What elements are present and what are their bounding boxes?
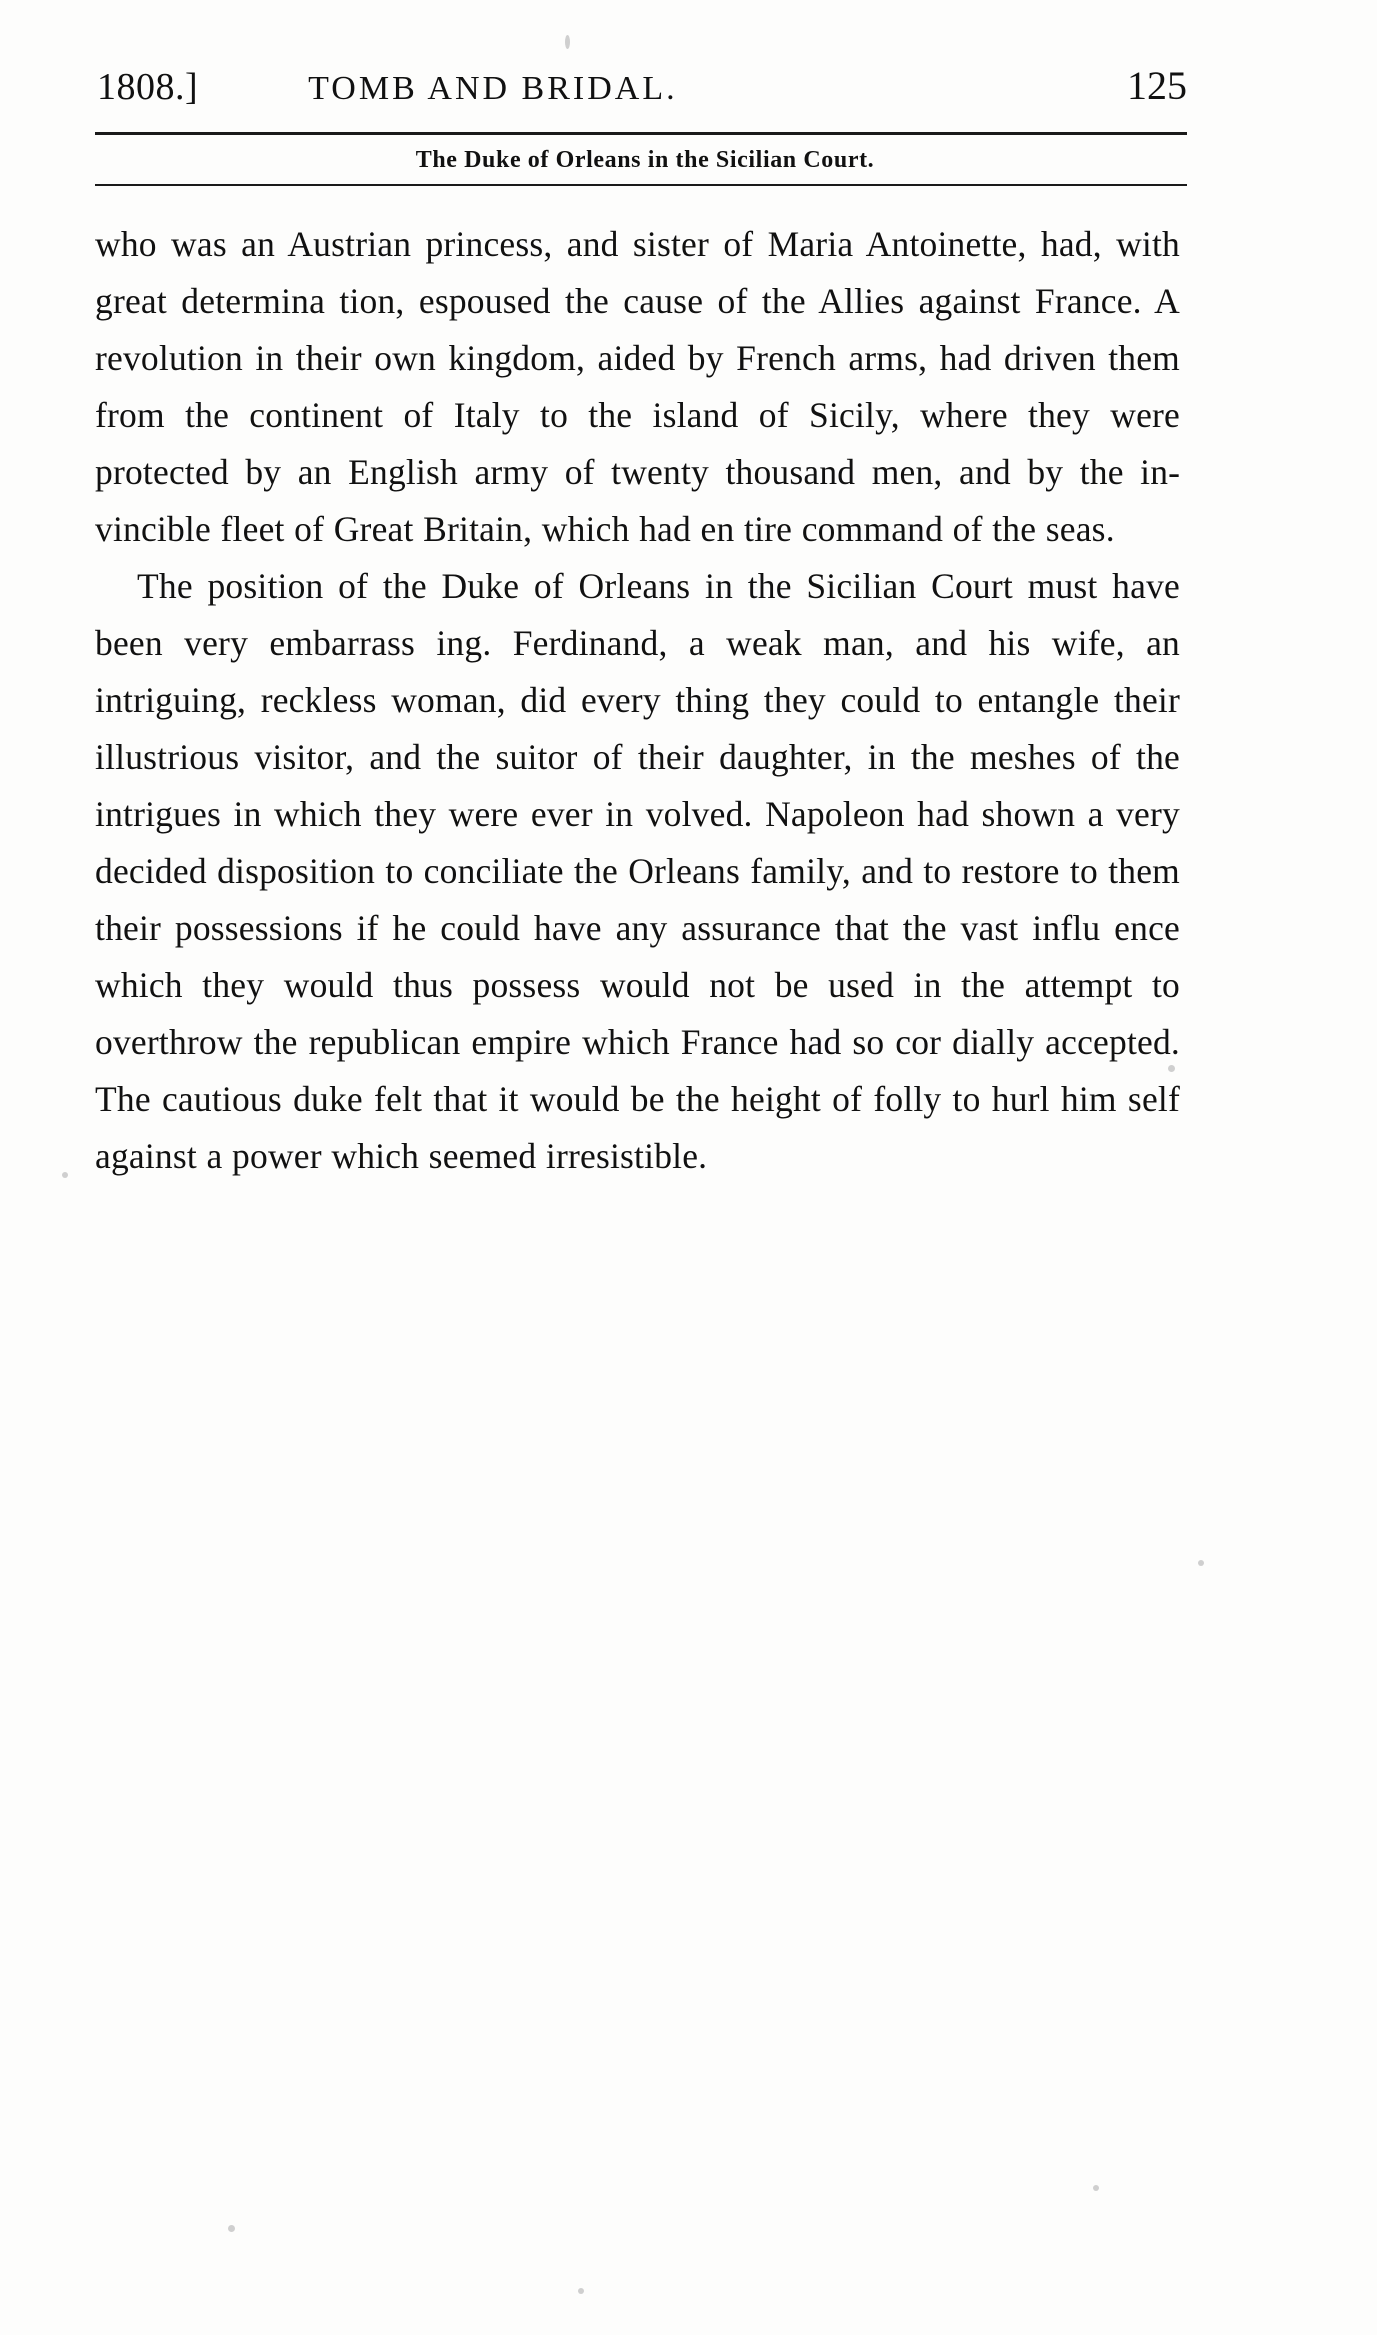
scan-speck — [565, 35, 570, 49]
chapter-subhead: The Duke of Orleans in the Sicilian Court. — [415, 147, 875, 173]
running-head — [95, 62, 1195, 122]
page-year: 1808.] — [97, 66, 199, 108]
paragraph: The position of the Duke of Orleans in the Sicilian Court must have been very embarrass ing. Ferdinand, a weak man, and his wife, an intriguing, reckless woman, did every thing they could to entangle their illustrious visitor, and the suitor of their daughter, in the meshes of the intrigues in which they were ever in volved. Napoleon had shown a very decided disposition to conciliate the Orleans family, and to restore to them their possessions if he could have any assurance that the vast influ ence which they would thus possess would not be used in the attempt to overthrow the republican empire which France had so cor dially accepted. The cautious duke felt that it would be the height of folly to hurl him self against a power which seemed irresistible. — [95, 566, 1180, 1176]
paragraph: who was an Austrian princess, and sister of Maria Antoinette, had, with great determina tion, espoused the cause of the Allies against France. A revolution in their own kingdom, aided by French arms, had driven them from the continent of Italy to the island of Sicily, where they were protected by an English army of twenty thousand men, and by the in vincible fleet of Great Britain, which had en tire command of the seas. — [95, 224, 1180, 549]
header-rule-bottom — [95, 184, 1187, 186]
scan-speck — [578, 2288, 584, 2294]
body-text — [95, 216, 1180, 1185]
scan-speck — [228, 2225, 235, 2232]
scan-speck — [1198, 1560, 1204, 1566]
scan-speck — [62, 1172, 68, 1178]
scan-speck — [1093, 2185, 1099, 2191]
page-number: 125 — [1127, 63, 1187, 108]
book-title: TOMB AND BRIDAL. — [308, 70, 678, 107]
